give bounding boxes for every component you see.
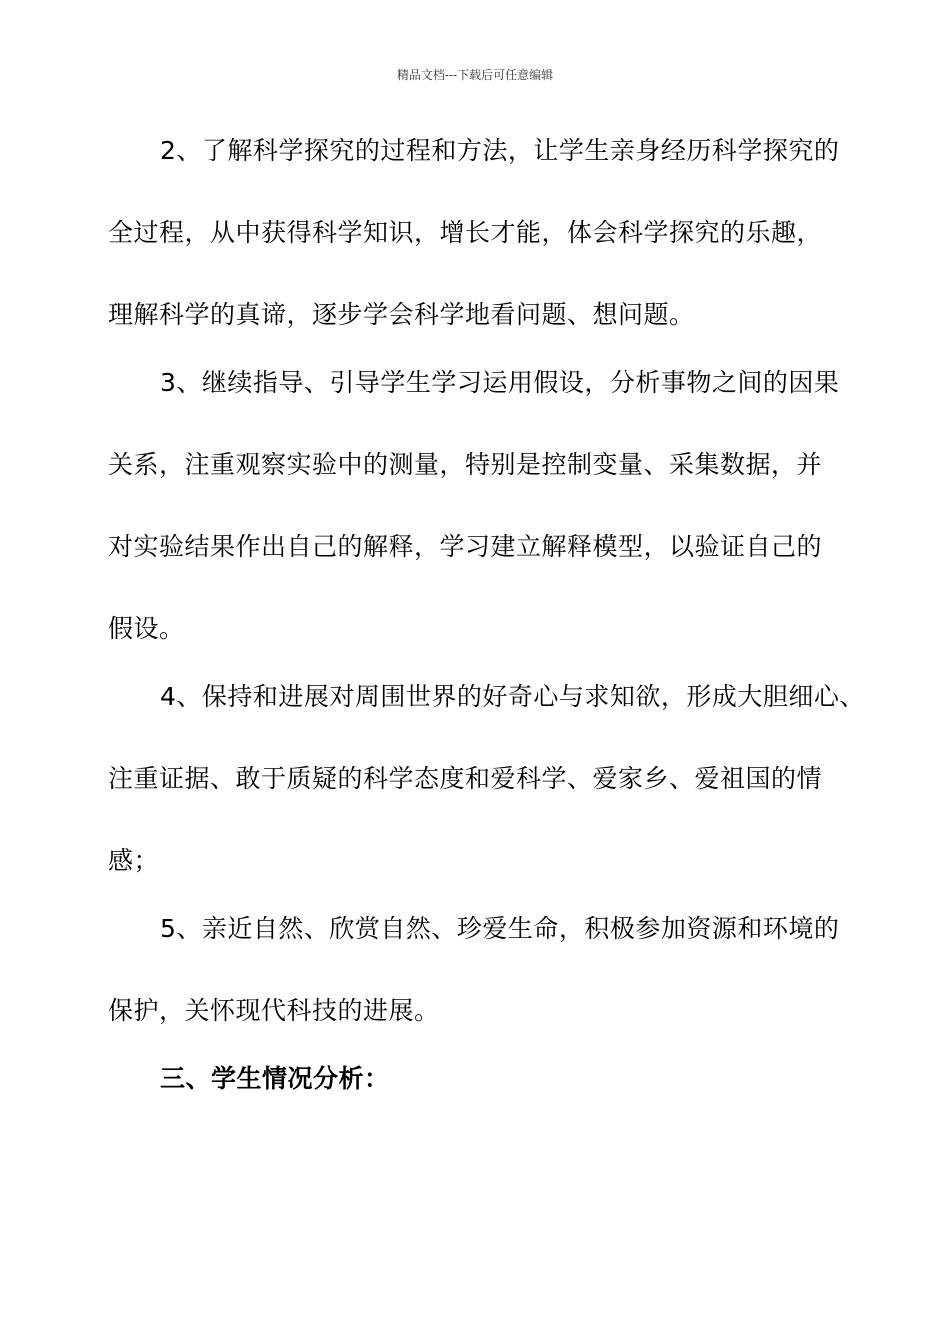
paragraph-4-line-2: 注重证据、敢于质疑的科学态度和爱科学、爱家乡、爱祖国的情 <box>108 764 823 793</box>
paragraph-5-line-1: 5、亲近自然、欣赏自然、珍爱生命，积极参加资源和环境的 <box>160 914 840 943</box>
paragraph-4-line-1: 4、保持和进展对周围世界的好奇心与求知欲，形成大胆细心、 <box>160 682 865 711</box>
paragraph-2-line-1: 2、了解科学探究的过程和方法，让学生亲身经历科学探究的 <box>160 136 840 165</box>
paragraph-2-line-2: 全过程，从中获得科学知识，增长才能，体会科学探究的乐趣， <box>108 218 823 247</box>
paragraph-5-line-2: 保护，关怀现代科技的进展。 <box>108 996 440 1025</box>
paragraph-3-line-1: 3、继续指导、引导学生学习运用假设，分析事物之间的因果 <box>160 368 840 397</box>
paragraph-3-line-3: 对实验结果作出自己的解释，学习建立解释模型，以验证自己的 <box>108 532 823 561</box>
page-header: 精品文档---下载后可任意编辑 <box>396 68 554 82</box>
paragraph-3-line-2: 关系，注重观察实验中的测量，特别是控制变量、采集数据，并 <box>108 450 823 479</box>
section-heading: 三、学生情况分析： <box>160 1064 390 1093</box>
paragraph-4-line-3: 感； <box>108 846 160 875</box>
paragraph-2-line-3: 理解科学的真谛，逐步学会科学地看问题、想问题。 <box>108 300 695 329</box>
paragraph-3-line-4: 假设。 <box>108 614 185 643</box>
